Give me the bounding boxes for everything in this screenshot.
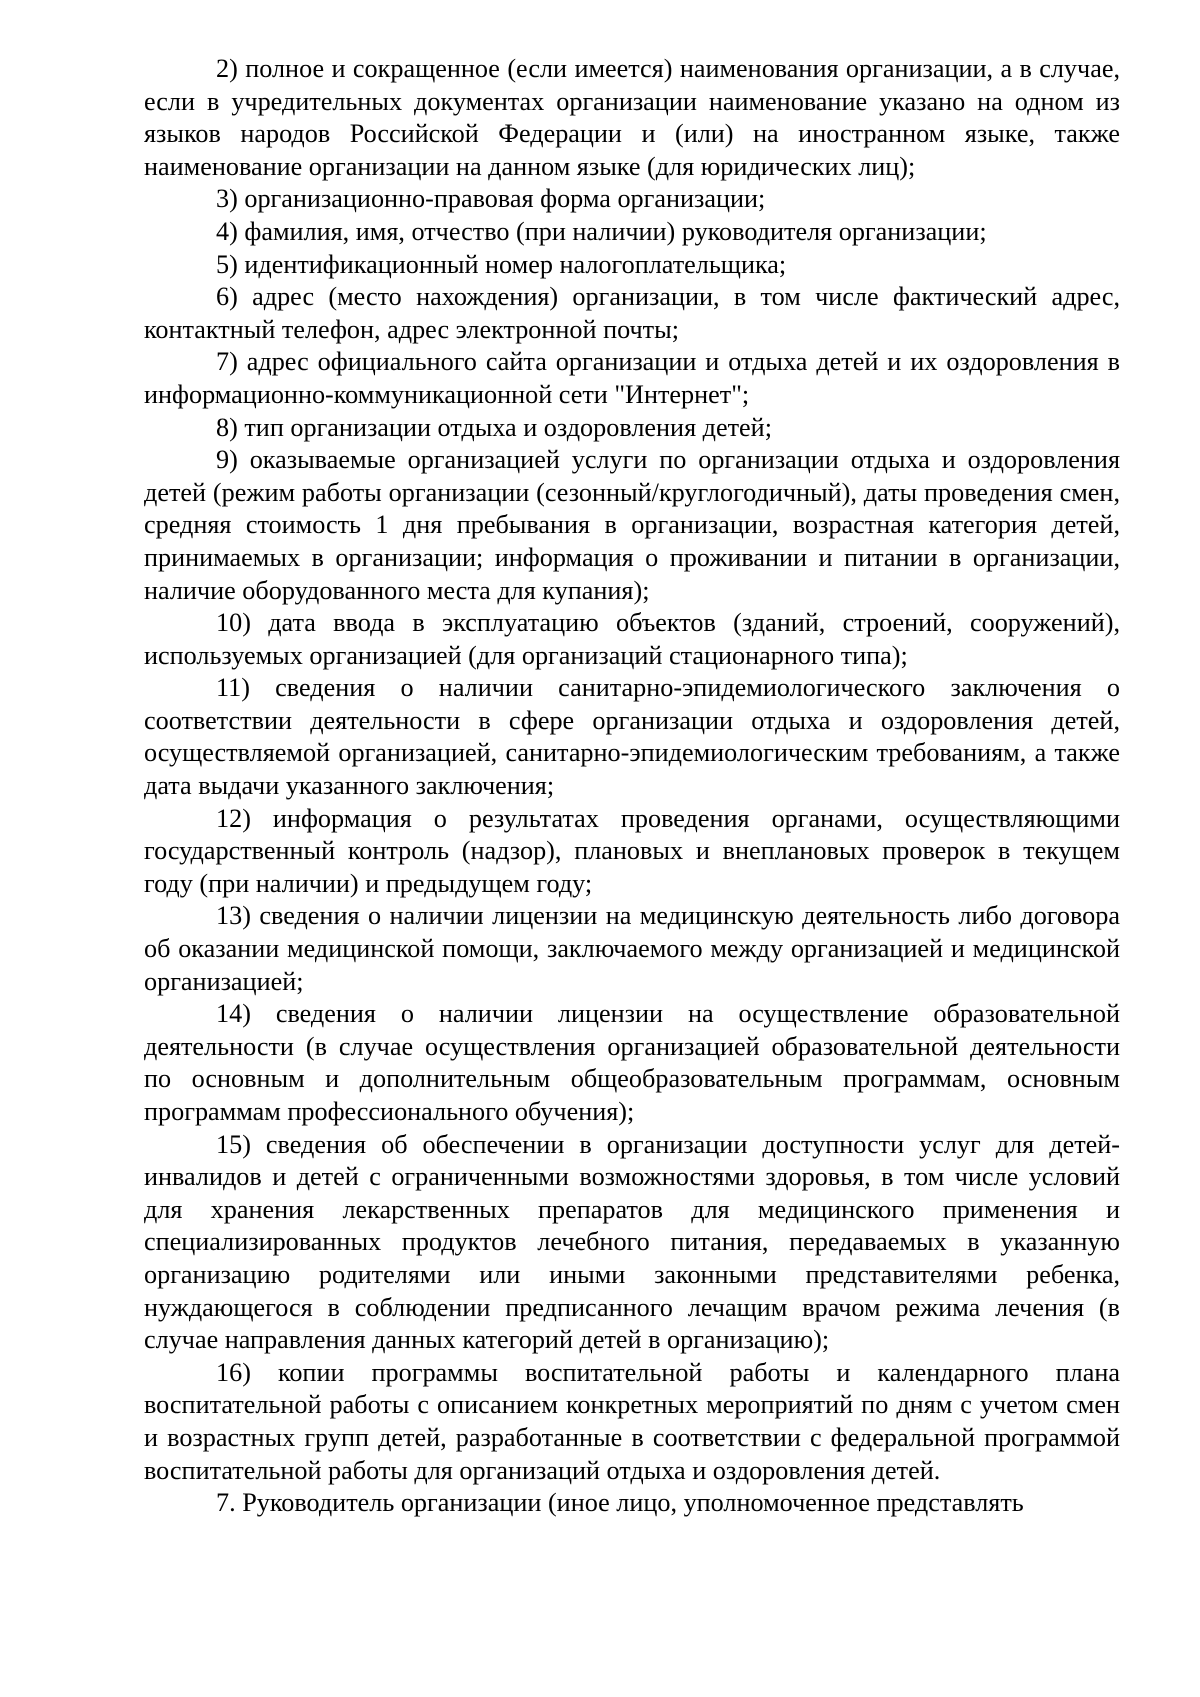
list-item-12: 12) информация о результатах проведения органами, осуществляющими государственный контроль (надзор), плановых и внеплановых проверок в текущем году (при наличии) и предыдущем году; bbox=[144, 803, 1120, 898]
list-item-14: 14) сведения о наличии лицензии на осуществление образовательной деятельности (в случае осуществления организацией образовательной деятельности по основным и дополнительным общеобразовательным программам, основным программам профессионального обучения); bbox=[144, 999, 1120, 1126]
list-item-15: 15) сведения об обеспечении в организации доступности услуг для детей-инвалидов и детей с ограниченными возможностями здоровья, в том числе условий для хранения лекарственных препаратов для медицинского применения и специализированных продуктов лечебного питания, передаваемых в указанную организацию родителями или иными законными представителями ребенка, нуждающегося в соблюдении предписанного лечащим врачом режима лечения (в случае направления данных категорий детей в организацию); bbox=[144, 1129, 1120, 1355]
list-item-3: 3) организационно-правовая форма организации; bbox=[216, 184, 766, 214]
list-item-9: 9) оказываемые организацией услуги по организации отдыха и оздоровления детей (режим работы организации (сезонный/круглогодичный), даты проведения смен, средняя стоимость 1 дня пребывания в организации, возрастная категория детей, принимаемых в организации; информация о проживании и питании в организации, наличие оборудованного места для купания); bbox=[144, 445, 1120, 605]
list-item-16: 16) копии программы воспитательной работы и календарного плана воспитательной работы с описанием конкретных мероприятий по дням с учетом смен и возрастных групп детей, разработанные в соответствии с федеральной программой воспитательной работы для организаций отдыха и оздоровления детей. bbox=[144, 1357, 1120, 1485]
list-item-13: 13) сведения о наличии лицензии на медицинскую деятельность либо договора об оказании медицинской помощи, заключаемого между организацией и медицинской организацией; bbox=[144, 901, 1120, 996]
list-item-10: 10) дата ввода в эксплуатацию объектов (зданий, строений, сооружений), используемых организацией (для организаций стационарного типа); bbox=[144, 608, 1120, 670]
list-item-4: 4) фамилия, имя, отчество (при наличии) руководителя организации; bbox=[216, 216, 987, 246]
list-item-2: 2) полное и сокращенное (если имеется) наименования организации, а в случае, если в учредительных документах организации наименование указано на одном из языков народов Российской Федерации и (или) на иностранном языке, также наименование организации на данном языке (для юридических лиц); bbox=[144, 54, 1120, 181]
list-item-7: 7) адрес официального сайта организации и отдыха детей и их оздоровления в информационно-коммуникационной сети "Интернет"; bbox=[144, 347, 1120, 409]
list-item-8: 8) тип организации отдыха и оздоровления детей; bbox=[216, 412, 772, 442]
list-item-6: 6) адрес (место нахождения) организации, в том числе фактический адрес, контактный телефон, адрес электронной почты; bbox=[144, 282, 1120, 344]
list-item-11: 11) сведения о наличии санитарно-эпидемиологического заключения о соответствии деятельности в сфере организации отдыха и оздоровления детей, осуществляемой организацией, санитарно-эпидемиологическим требованиям, а также дата выдачи указанного заключения; bbox=[144, 673, 1120, 801]
section-7-start: 7. Руководитель организации (иное лицо, уполномоченное представлять bbox=[216, 1488, 1024, 1518]
list-item-5: 5) идентификационный номер налогоплательщика; bbox=[216, 249, 787, 279]
document-page bbox=[144, 53, 1120, 1520]
